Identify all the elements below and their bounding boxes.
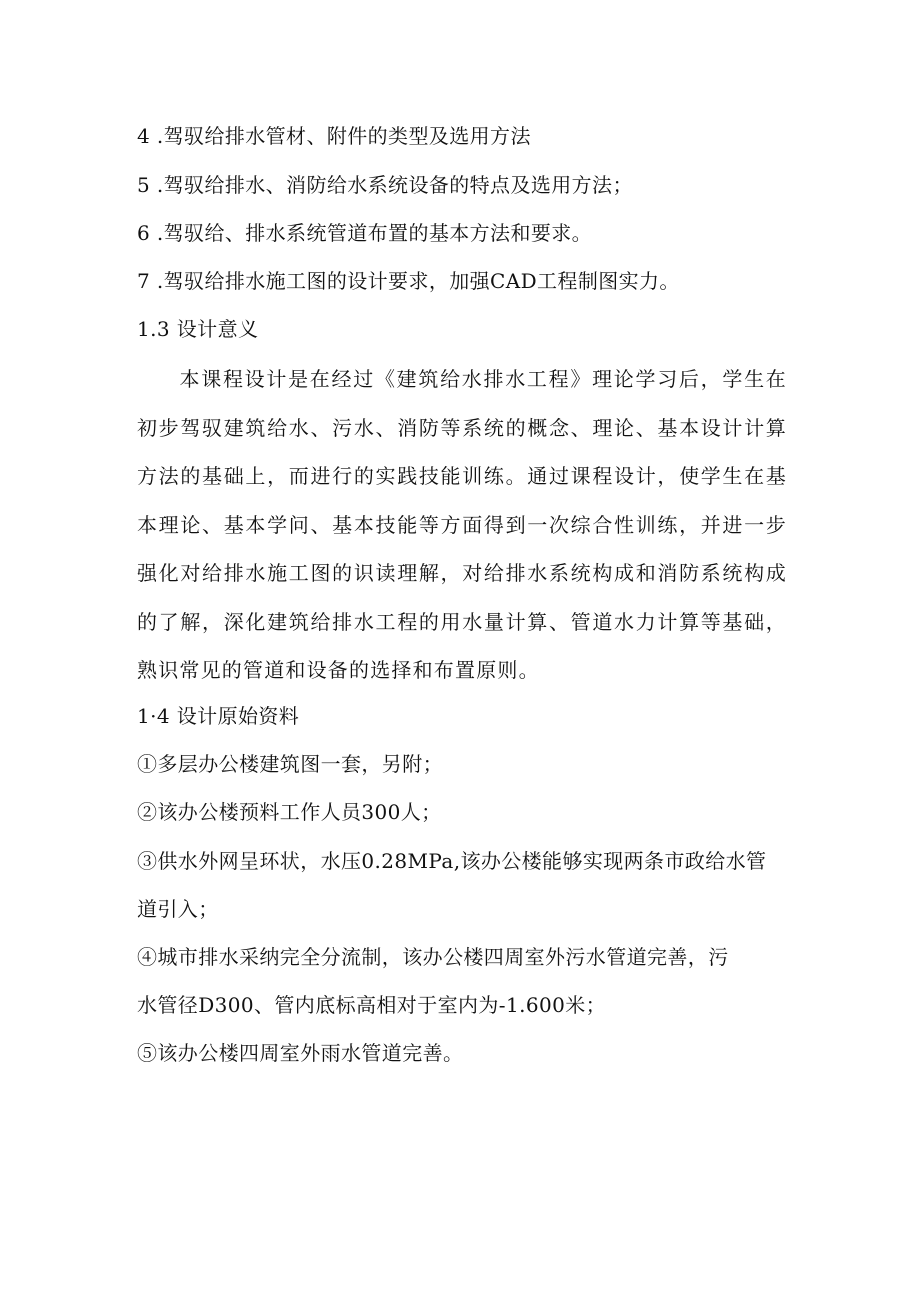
data-item-5: ⑤该办公楼四周室外雨水管道完善。 bbox=[137, 1041, 464, 1065]
data-item-4: ④城市排水采纳完全分流制，该办公楼四周室外污水管道完善，污 bbox=[137, 945, 729, 969]
data-item-2: ②该办公楼预料工作人员300人； bbox=[137, 800, 442, 824]
design-significance-paragraph bbox=[137, 355, 787, 695]
objective-item-4: 4 .驾驭给排水管材、附件的类型及选用方法 bbox=[137, 124, 531, 148]
data-item-3-continued: 道引入； bbox=[137, 897, 219, 921]
objective-item-7: 7 .驾驭给排水施工图的设计要求，加强CAD工程制图实力。 bbox=[137, 269, 680, 293]
data-item-4-continued: 水管径D300、管内底标高相对于室内为-1.600米； bbox=[137, 993, 607, 1017]
data-item-1: ①多层办公楼建筑图一套，另附； bbox=[137, 752, 443, 776]
objective-item-6: 6 .驾驭给、排水系统管道布置的基本方法和要求。 bbox=[137, 221, 593, 245]
design-significance-text: 本课程设计是在经过《建筑给水排水工程》理论学习后，学生在初步驾驭建筑给水、污水、消防等系统的概念、理论、基本设计计算方法的基础上，而进行的实践技能训练。通过课程设计，使学生在基本理论、基本学问、基本技能等方面得到一次综合性训练，并进一步强化对给排水施工图的识读理解，对给排水系统构成和消防系统构成的了解，深化建筑给排水工程的用水量计算、管道水力计算等基础，熟识常见的管道和设备的选择和布置原则。 bbox=[137, 367, 787, 682]
section-heading-design-significance: 1.3 设计意义 bbox=[137, 317, 259, 341]
section-heading-original-data: 1·4 设计原始资料 bbox=[137, 704, 300, 728]
objective-item-5: 5 .驾驭给排水、消防给水系统设备的特点及选用方法； bbox=[137, 173, 633, 197]
data-item-3: ③供水外网呈环状，水压0.28MPa,该办公楼能够实现两条市政给水管 bbox=[137, 849, 767, 873]
